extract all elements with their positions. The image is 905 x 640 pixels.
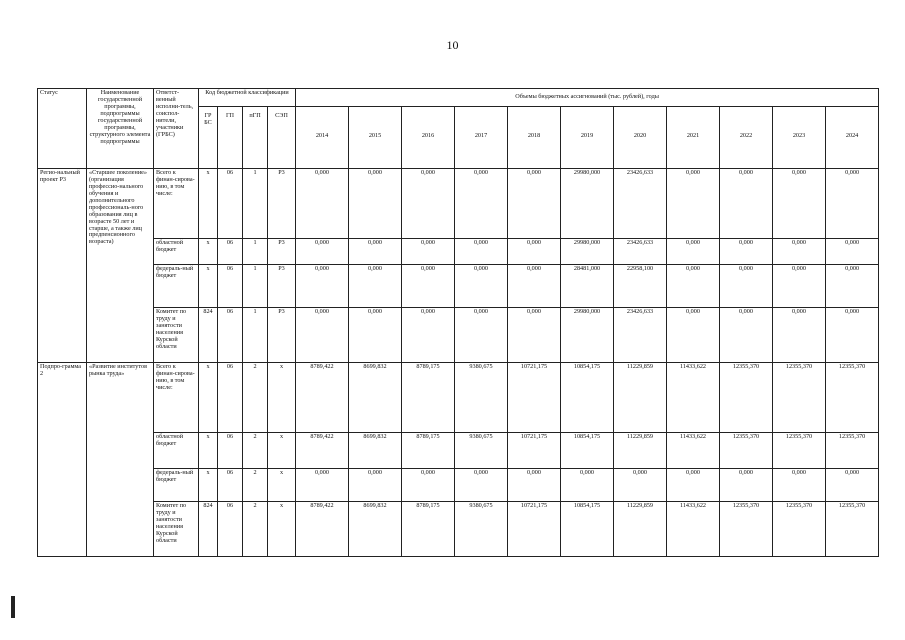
- value-cell-2023: 0,000: [773, 239, 826, 265]
- header-year-2021: 2021: [667, 107, 720, 169]
- value-cell-2024: 12355,370: [826, 502, 879, 557]
- table-row: [38, 239, 879, 265]
- row-code-sep: Р3: [268, 265, 296, 308]
- row-code-pgp: 2: [243, 433, 268, 469]
- value-cell-2019: 28481,000: [561, 265, 614, 308]
- value-cell-2016: 8789,175: [402, 502, 455, 557]
- row-responsible: федераль-ный бюджет: [154, 265, 199, 308]
- value-cell-2015: 8699,832: [349, 502, 402, 557]
- value-cell-2019: 0,000: [561, 469, 614, 502]
- value-cell-2016: 0,000: [402, 469, 455, 502]
- header-code-sep: СЭП: [268, 107, 296, 169]
- row-code-sep: х: [268, 433, 296, 469]
- value-cell-2016: 0,000: [402, 265, 455, 308]
- value-cell-2015: 0,000: [349, 469, 402, 502]
- value-cell-2018: 0,000: [508, 308, 561, 363]
- value-cell-2019: 10854,175: [561, 433, 614, 469]
- value-cell-2015: 0,000: [349, 239, 402, 265]
- header-year-2016: 2016: [402, 107, 455, 169]
- row-code-gp: 06: [218, 265, 243, 308]
- value-cell-2017: 9380,675: [455, 363, 508, 433]
- header-status: Статус: [38, 89, 87, 169]
- value-cell-2018: 10721,175: [508, 363, 561, 433]
- value-cell-2014: 0,000: [296, 169, 349, 239]
- row-code-grbs: х: [199, 169, 218, 239]
- row-code-sep: Р3: [268, 169, 296, 239]
- row-code-pgp: 1: [243, 308, 268, 363]
- value-cell-2024: 0,000: [826, 308, 879, 363]
- value-cell-2014: 0,000: [296, 265, 349, 308]
- group-name: «Старшее поколение» (организация профессио-нального обучения и дополнительного профессиональ-ного образования лиц в возрасте 50 лет и старше, а также лиц предпенсионного возраста): [87, 169, 154, 363]
- value-cell-2019: 29980,000: [561, 169, 614, 239]
- value-cell-2014: 0,000: [296, 308, 349, 363]
- row-code-grbs: 824: [199, 308, 218, 363]
- row-code-pgp: 1: [243, 239, 268, 265]
- table-row: [38, 308, 879, 363]
- header-year-2019: 2019: [561, 107, 614, 169]
- value-cell-2020: 11229,859: [614, 502, 667, 557]
- row-code-gp: 06: [218, 502, 243, 557]
- value-cell-2019: 10854,175: [561, 363, 614, 433]
- table-row: [38, 502, 879, 557]
- header-year-2022: 2022: [720, 107, 773, 169]
- value-cell-2023: 0,000: [773, 308, 826, 363]
- row-code-grbs: х: [199, 363, 218, 433]
- row-code-pgp: 1: [243, 265, 268, 308]
- row-code-sep: х: [268, 469, 296, 502]
- value-cell-2024: 12355,370: [826, 363, 879, 433]
- row-responsible: областной бюджет: [154, 433, 199, 469]
- value-cell-2017: 0,000: [455, 265, 508, 308]
- value-cell-2021: 11433,622: [667, 502, 720, 557]
- value-cell-2015: 8699,832: [349, 433, 402, 469]
- value-cell-2016: 0,000: [402, 239, 455, 265]
- value-cell-2020: 11229,859: [614, 363, 667, 433]
- value-cell-2023: 0,000: [773, 469, 826, 502]
- value-cell-2017: 9380,675: [455, 502, 508, 557]
- value-cell-2023: 12355,370: [773, 433, 826, 469]
- value-cell-2022: 0,000: [720, 265, 773, 308]
- row-code-pgp: 2: [243, 363, 268, 433]
- value-cell-2019: 29980,000: [561, 308, 614, 363]
- value-cell-2017: 0,000: [455, 239, 508, 265]
- value-cell-2024: 0,000: [826, 469, 879, 502]
- value-cell-2017: 0,000: [455, 469, 508, 502]
- value-cell-2024: 12355,370: [826, 433, 879, 469]
- value-cell-2019: 29980,000: [561, 239, 614, 265]
- row-responsible: Комитет по труду и занятости населения Курской области: [154, 308, 199, 363]
- value-cell-2024: 0,000: [826, 169, 879, 239]
- header-code-gp: ГП: [218, 107, 243, 169]
- value-cell-2018: 0,000: [508, 169, 561, 239]
- value-cell-2021: 0,000: [667, 265, 720, 308]
- group-status: Подпро-грамма 2: [38, 363, 87, 557]
- table-row: [38, 363, 879, 433]
- value-cell-2014: 8789,422: [296, 502, 349, 557]
- value-cell-2020: 23426,633: [614, 239, 667, 265]
- page-number: 10: [446, 38, 459, 52]
- value-cell-2018: 10721,175: [508, 433, 561, 469]
- value-cell-2023: 12355,370: [773, 363, 826, 433]
- header-code-pgp: пГП: [243, 107, 268, 169]
- table-row: [38, 265, 879, 308]
- value-cell-2017: 0,000: [455, 169, 508, 239]
- row-code-pgp: 1: [243, 169, 268, 239]
- header-responsible: Ответст-венный исполни-тель, соиспол-нители, участники (ГРБС): [154, 89, 199, 169]
- value-cell-2020: 22958,100: [614, 265, 667, 308]
- value-cell-2020: 23426,633: [614, 308, 667, 363]
- value-cell-2021: 0,000: [667, 308, 720, 363]
- value-cell-2022: 0,000: [720, 169, 773, 239]
- value-cell-2016: 0,000: [402, 169, 455, 239]
- value-cell-2014: 8789,422: [296, 433, 349, 469]
- value-cell-2023: 0,000: [773, 169, 826, 239]
- value-cell-2024: 0,000: [826, 239, 879, 265]
- scan-edge-mark: [11, 596, 15, 618]
- value-cell-2018: 0,000: [508, 265, 561, 308]
- value-cell-2022: 12355,370: [720, 502, 773, 557]
- row-responsible: Всего к финан-сирова-нию, в том числе:: [154, 169, 199, 239]
- row-code-sep: х: [268, 363, 296, 433]
- value-cell-2023: 0,000: [773, 265, 826, 308]
- header-name: Наименование государственной программы, подпрограммы государственной программы, структурного элемента подпрограммы: [87, 89, 154, 169]
- row-code-sep: Р3: [268, 239, 296, 265]
- value-cell-2014: 8789,422: [296, 363, 349, 433]
- row-responsible: Комитет по труду и занятости населения Курской области: [154, 502, 199, 557]
- table-row: [38, 469, 879, 502]
- table-row: [38, 169, 879, 239]
- header-year-2017: 2017: [455, 107, 508, 169]
- value-cell-2021: 0,000: [667, 239, 720, 265]
- value-cell-2014: 0,000: [296, 469, 349, 502]
- header-volume-group: Объемы бюджетных ассигнований (тыс. рублей), годы: [296, 89, 879, 107]
- value-cell-2023: 12355,370: [773, 502, 826, 557]
- row-code-sep: Р3: [268, 308, 296, 363]
- value-cell-2017: 9380,675: [455, 433, 508, 469]
- row-code-pgp: 2: [243, 469, 268, 502]
- header-code-grbs: ГР БС: [199, 107, 218, 169]
- header-year-2014: 2014: [296, 107, 349, 169]
- value-cell-2022: 0,000: [720, 239, 773, 265]
- row-code-grbs: х: [199, 433, 218, 469]
- row-code-gp: 06: [218, 363, 243, 433]
- value-cell-2014: 0,000: [296, 239, 349, 265]
- value-cell-2015: 8699,832: [349, 363, 402, 433]
- value-cell-2017: 0,000: [455, 308, 508, 363]
- row-code-grbs: х: [199, 469, 218, 502]
- value-cell-2022: 0,000: [720, 469, 773, 502]
- row-code-gp: 06: [218, 469, 243, 502]
- table-row: [38, 433, 879, 469]
- value-cell-2016: 8789,175: [402, 433, 455, 469]
- value-cell-2018: 0,000: [508, 239, 561, 265]
- header-year-2024: 2024: [826, 107, 879, 169]
- value-cell-2021: 0,000: [667, 469, 720, 502]
- header-code-group: Код бюджетной классификации: [199, 89, 296, 107]
- value-cell-2021: 11433,622: [667, 433, 720, 469]
- value-cell-2015: 0,000: [349, 308, 402, 363]
- row-code-sep: х: [268, 502, 296, 557]
- value-cell-2016: 0,000: [402, 308, 455, 363]
- row-code-gp: 06: [218, 433, 243, 469]
- row-responsible: областной бюджет: [154, 239, 199, 265]
- value-cell-2018: 10721,175: [508, 502, 561, 557]
- value-cell-2021: 0,000: [667, 169, 720, 239]
- header-year-2015: 2015: [349, 107, 402, 169]
- value-cell-2016: 8789,175: [402, 363, 455, 433]
- value-cell-2020: 23426,633: [614, 169, 667, 239]
- budget-table: [37, 88, 879, 557]
- value-cell-2015: 0,000: [349, 265, 402, 308]
- header-year-2023: 2023: [773, 107, 826, 169]
- value-cell-2022: 0,000: [720, 308, 773, 363]
- value-cell-2019: 10854,175: [561, 502, 614, 557]
- value-cell-2020: 11229,859: [614, 433, 667, 469]
- row-responsible: Всего к финан-сирова-нию, в том числе:: [154, 363, 199, 433]
- value-cell-2020: 0,000: [614, 469, 667, 502]
- row-code-gp: 06: [218, 239, 243, 265]
- header-year-2018: 2018: [508, 107, 561, 169]
- value-cell-2022: 12355,370: [720, 363, 773, 433]
- group-name: «Развитие институтов рынка труда»: [87, 363, 154, 557]
- value-cell-2022: 12355,370: [720, 433, 773, 469]
- value-cell-2021: 11433,622: [667, 363, 720, 433]
- row-code-gp: 06: [218, 169, 243, 239]
- group-status: Регио-нальный проект Р3: [38, 169, 87, 363]
- value-cell-2018: 0,000: [508, 469, 561, 502]
- row-code-grbs: 824: [199, 502, 218, 557]
- row-code-pgp: 2: [243, 502, 268, 557]
- value-cell-2024: 0,000: [826, 265, 879, 308]
- row-code-grbs: х: [199, 239, 218, 265]
- row-code-grbs: х: [199, 265, 218, 308]
- header-year-2020: 2020: [614, 107, 667, 169]
- value-cell-2015: 0,000: [349, 169, 402, 239]
- row-responsible: федераль-ный бюджет: [154, 469, 199, 502]
- row-code-gp: 06: [218, 308, 243, 363]
